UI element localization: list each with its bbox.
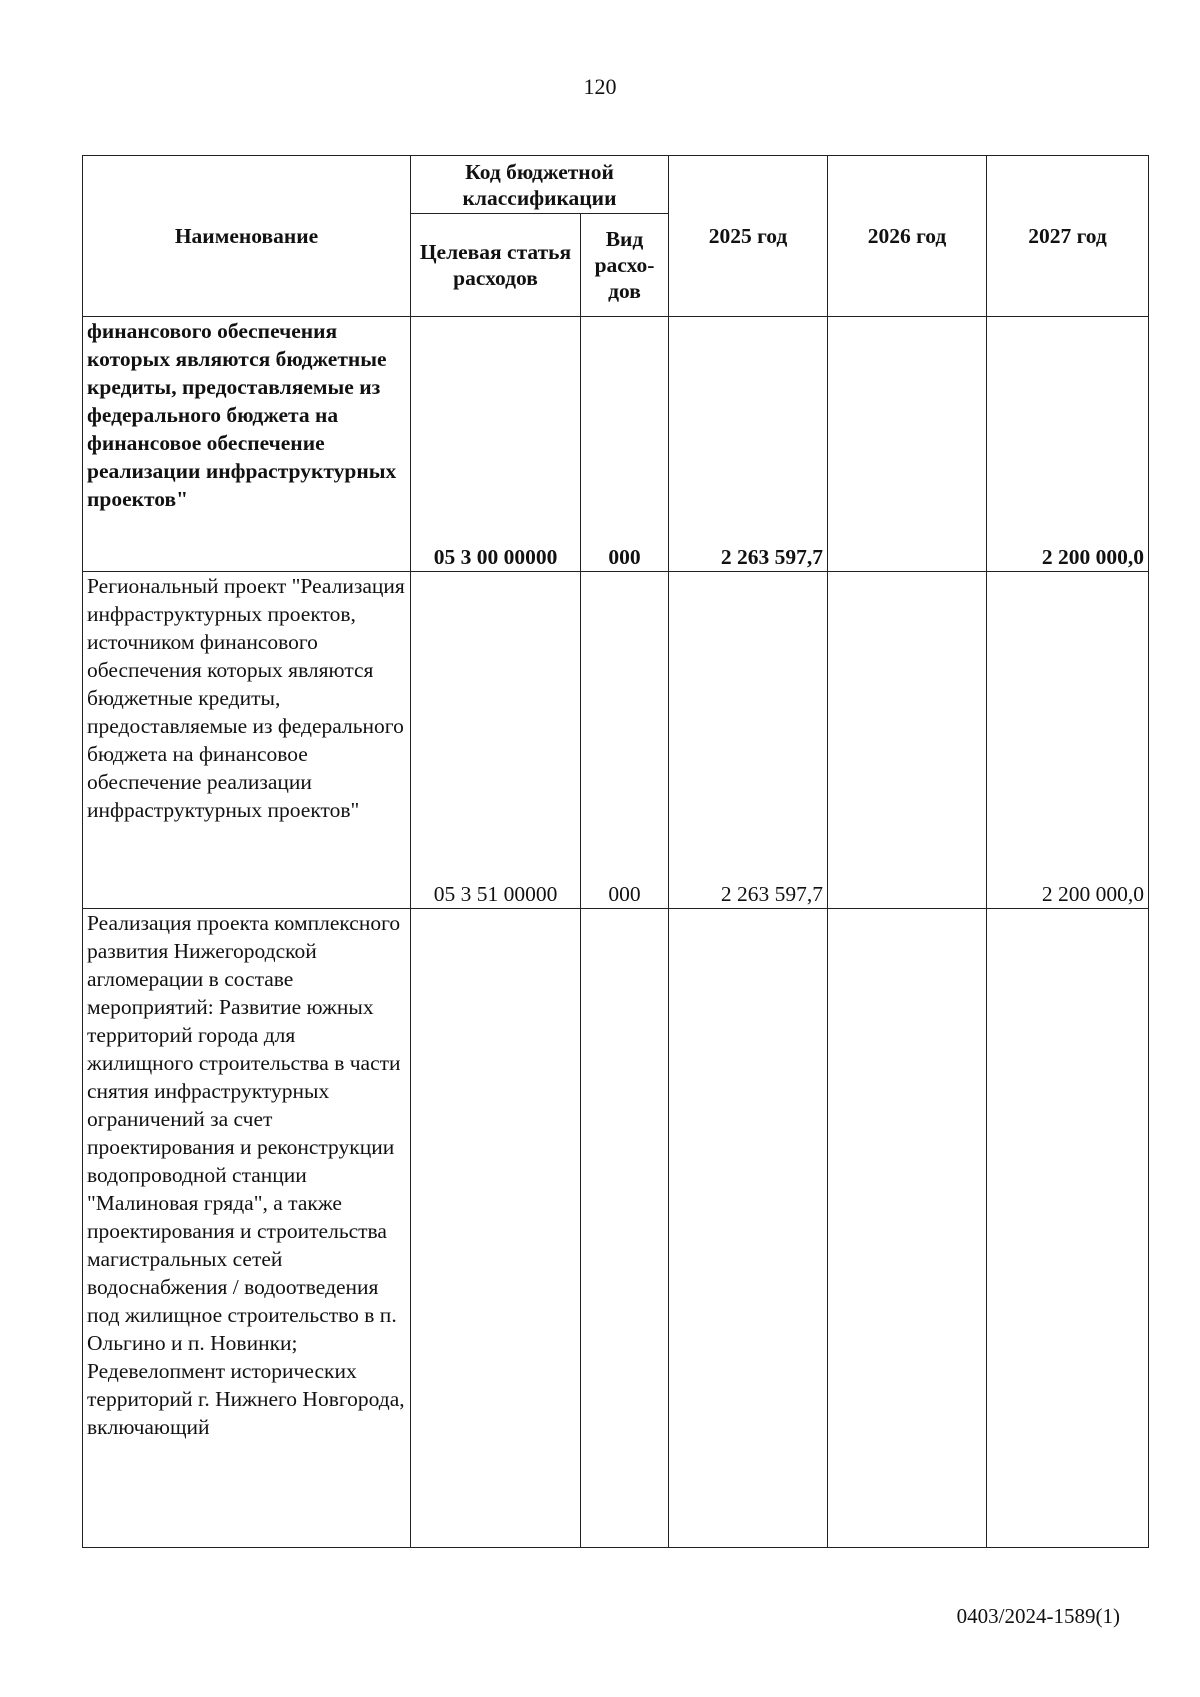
row-expense-kind — [581, 909, 669, 1548]
header-target-article: Целевая статья расходов — [411, 214, 581, 317]
header-2026: 2026 год — [828, 156, 987, 317]
row-name: Региональный проект "Реализация инфраструктурных проектов, источником финансового обеспечения которых являются бюджетные кредиты, предоставляемые из федерального бюджета на финансовое обеспечение реализации инфраструктурных проектов" — [83, 572, 411, 909]
row-value-2025 — [669, 909, 828, 1548]
row-value-2026 — [828, 909, 987, 1548]
row-target-article — [411, 909, 581, 1548]
row-value-2027: 2 200 000,0 — [987, 317, 1149, 572]
header-row-top — [83, 156, 1149, 214]
page-number: 120 — [583, 74, 617, 99]
row-value-2026 — [828, 317, 987, 572]
header-name: Наименование — [83, 156, 411, 317]
row-value-2026 — [828, 572, 987, 909]
row-name: Реализация проекта комплексного развития Нижегородской агломерации в составе мероприятий: Развитие южных территорий города для жилищного строительства в части снятия инфраструктурных ограничений за счет проектирования и реконструкции водопроводной станции "Малиновая гряда", а также проектирования и строительства магистральных сетей водоснабжения / водоотведения под жилищное строительство в п. Ольгино и п. Новинки; Редевелопмент исторических территорий г. Нижнего Новгорода, включающий — [83, 909, 411, 1548]
row-value-2025: 2 263 597,7 — [669, 317, 828, 572]
header-2027: 2027 год — [987, 156, 1149, 317]
row-value-2027 — [987, 909, 1149, 1548]
row-name: финансового обеспечения которых являются бюджетные кредиты, предоставляемые из федерального бюджета на финансовое обеспечение реализации инфраструктурных проектов" — [83, 317, 411, 572]
row-expense-kind: 000 — [581, 317, 669, 572]
row-expense-kind: 000 — [581, 572, 669, 909]
table-row — [83, 909, 1149, 1548]
row-value-2027: 2 200 000,0 — [987, 572, 1149, 909]
header-expense-kind: Вид расхо-дов — [581, 214, 669, 317]
header-2025: 2025 год — [669, 156, 828, 317]
table-header — [83, 156, 1149, 317]
budget-table — [82, 155, 1149, 1548]
document-code: 0403/2024-1589(1) — [956, 1604, 1120, 1628]
table-row — [83, 572, 1149, 909]
table-row — [83, 317, 1149, 572]
row-target-article: 05 3 00 00000 — [411, 317, 581, 572]
row-target-article: 05 3 51 00000 — [411, 572, 581, 909]
row-value-2025: 2 263 597,7 — [669, 572, 828, 909]
header-code-group: Код бюджетной классификации — [411, 156, 669, 214]
